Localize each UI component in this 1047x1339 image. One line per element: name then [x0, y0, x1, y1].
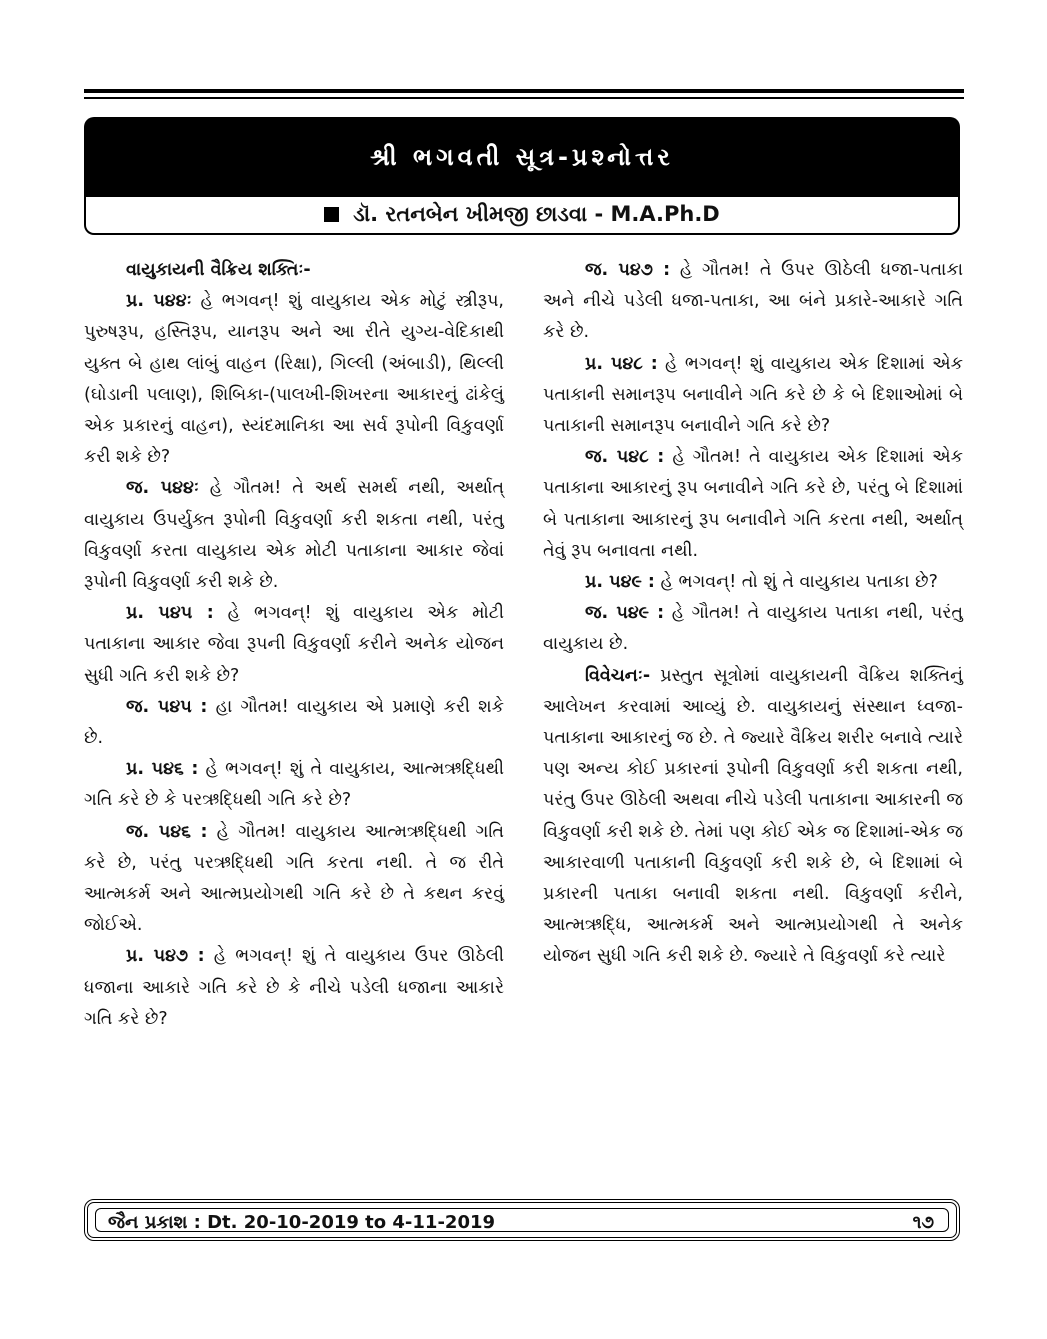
paragraph: [543, 567, 963, 598]
right-column: [543, 255, 963, 973]
paragraph-text: હે ગૌતમ! તે ઉપર ઊઠેલી ધજા-પતાકા અને નીચે પડેલી ધજા-પતાકા, આ બંને પ્રકારે-આકારે ગતિ કરે છે.: [543, 260, 963, 343]
paragraph-text: હે ભગવન્! તો શું તે વાયુકાય પતાકા છે?: [660, 572, 938, 593]
footer-frame: [95, 1208, 949, 1232]
answer-label: જ. ૫૪૪ઃ: [126, 478, 199, 499]
author-name: ડૉ. રતનબેન ખીમજી છાડવા - M.A.Ph.D: [353, 202, 720, 226]
paragraph-text: પ્રસ્તુત સૂત્રોમાં વાયુકાયની વૈક્રિય શક્તિનું આલેખન કરવામાં આવ્યું છે. વાયુકાયનું સંસ્થાન ધ્વજા-પતાકાના આકારનું જ છે. તે જ્યારે વૈક્રિય શરીર બનાવે ત્યારે પણ અન્ય કોઈ પ્રકારનાં રૂપોની વિકુવર્ણા કરી શકતા નથી, પરંતુ ઉપર ઊઠેલી અથવા નીચે પડેલી પતાકાના આકારની જ વિકુવર્ણા કરી શકે છે. તેમાં પણ કોઈ એક જ દિશામાં-એક જ આકારવાળી પતાકાની વિકુવર્ણા કરી શકે છે, બે દિશામાં બે પ્રકારની પતાકા બનાવી શકતા નથી. વિકુવર્ણા કરીને, આત્મઋદ્ધિ, આત્મકર્મ અને આત્મપ્રયોગથી તે અનેક યોજન સુધી ગતિ કરી શકે છે. જ્યારે તે વિકુવર્ણા કરે ત્યારે: [543, 665, 963, 967]
byline-box: [84, 197, 960, 235]
paragraph: [543, 598, 963, 660]
page-title: શ્રી ભગવતી સૂત્ર-પ્રશ્નોત્તર: [370, 143, 674, 171]
paragraph: [84, 692, 504, 754]
paragraph-text: હે ભગવન્! શું વાયુકાય એક મોટું સ્ત્રીરૂપ, પુરુષરૂપ, હસ્તિરૂપ, યાનરૂપ અને આ રીતે યુગ્ય-વેદિકાથી યુક્ત બે હાથ લાંબું વાહન (રિક્ષા), ગિલ્લી (અંબાડી), થિલ્લી (ઘોડાની પલાણ), શિબિકા-(પાલખી-શિખરના આકારનું ઢાંકેલું એક પ્રકારનું વાહન), સ્યંદમાનિકા આ સર્વ રૂપોની વિકુવર્ણા કરી શકે છે?: [84, 291, 504, 468]
question-label: પ્ર. ૫૪૭ :: [126, 946, 205, 967]
page-number: ૧૭: [912, 1212, 934, 1233]
paragraph: [84, 598, 504, 692]
paragraph-text: હા ગૌતમ! વાયુકાય એ પ્રમાણે કરી શકે છે.: [84, 696, 505, 749]
byline: [86, 201, 958, 227]
answer-label: જ. ૫૪૮ :: [585, 447, 665, 468]
paragraph: [84, 286, 504, 473]
question-label: પ્ર. ૫૪૮ :: [585, 353, 658, 374]
paragraph: [543, 349, 963, 443]
paragraph-text: હે ગૌતમ! તે વાયુકાય પતાકા નથી, પરંતુ વાયુકાય છે.: [543, 603, 963, 655]
paragraph-text: હે ગૌતમ! તે વાયુકાય એક દિશામાં એક પતાકાના આકારનું રૂપ બનાવીને ગતિ કરે છે, પરંતુ બે દિશામાં બે પતાકાના આકારનું રૂપ બનાવીને ગતિ કરતા નથી, અર્થાત્ તેવું રૂપ બનાવતા નથી.: [543, 447, 964, 561]
answer-label: જ. ૫૪૬ :: [126, 821, 208, 842]
paragraph: [84, 754, 504, 816]
question-label: પ્ર. ૫૪૯ :: [585, 572, 655, 593]
paragraph-text: હે ભગવન્! શું વાયુકાય એક દિશામાં એક પતાકાની સમાનરૂપ બનાવીને ગતિ કરે છે કે બે દિશાઓમાં બે પતાકાની સમાનરૂપ બનાવીને ગતિ કરે છે?: [543, 353, 963, 437]
answer-label: જ. ૫૪૯ :: [585, 603, 665, 624]
paragraph: [543, 442, 963, 567]
paragraph: [543, 661, 963, 973]
paragraph-text: હે ભગવન્! શું તે વાયુકાય, આત્મઋદ્ધિથી ગતિ કરે છે કે પરઋદ્ધિથી ગતિ કરે છે?: [84, 759, 504, 811]
title-banner: [84, 117, 960, 197]
paragraph-text: હે ભગવન્! શું વાયુકાય એક મોટી પતાકાના આકાર જેવા રૂપની વિકુવર્ણા કરીને અનેક યોજન સુધી ગતિ કરી શકે છે?: [84, 603, 504, 686]
section-heading: વાયુકાયની વૈક્રિય શક્તિઃ-: [126, 260, 311, 280]
publication-info: જૈન પ્રકાશ : Dt. 20-10-2019 to 4-11-2019: [108, 1212, 496, 1233]
top-rule-thin: [84, 97, 964, 99]
footer: [84, 1199, 960, 1241]
question-label: પ્ર. ૫૪૬ :: [126, 759, 199, 780]
commentary-label: વિવેચનઃ-: [585, 665, 651, 686]
paragraph: [84, 817, 504, 942]
paragraph-text: હે ગૌતમ! વાયુકાય આત્મઋદ્ધિથી ગતિ કરે છે, પરંતુ પરઋદ્ધિથી ગતિ કરતા નથી. તે જ રીતે આત્મકર્મ અને આત્મપ્રયોગથી ગતિ કરે છે તે કથન કરવું જોઈએ.: [84, 821, 504, 936]
question-label: પ્ર. ૫૪૪ઃ: [126, 291, 192, 312]
paragraph-text: હે ભગવન્! શું તે વાયુકાય ઉપર ઊઠેલી ધજાના આકારે ગતિ કરે છે કે નીચે પડેલી ધજાના આકારે ગતિ કરે છે?: [84, 946, 504, 1029]
answer-label: જ. ૫૪૭ :: [585, 260, 671, 280]
answer-label: જ. ૫૪૫ :: [126, 696, 208, 717]
square-bullet-icon: [324, 207, 339, 222]
paragraph: [84, 473, 504, 598]
top-rule-thick: [84, 89, 964, 93]
paragraph-text: હે ગૌતમ! તે અર્થ સમર્થ નથી, અર્થાત્ વાયુકાય ઉપર્યુક્ત રૂપોની વિકુવર્ણા કરી શકતા નથી, પરંતુ વિકુવર્ણા કરતા વાયુકાય એક મોટી પતાકાના આકાર જેવાં રૂપોની વિકુવર્ણા કરી શકે છે.: [84, 478, 504, 593]
paragraph: [84, 941, 504, 1035]
left-column: [84, 255, 504, 1035]
question-label: પ્ર. ૫૪૫ :: [126, 603, 214, 624]
paragraph: [543, 255, 963, 349]
